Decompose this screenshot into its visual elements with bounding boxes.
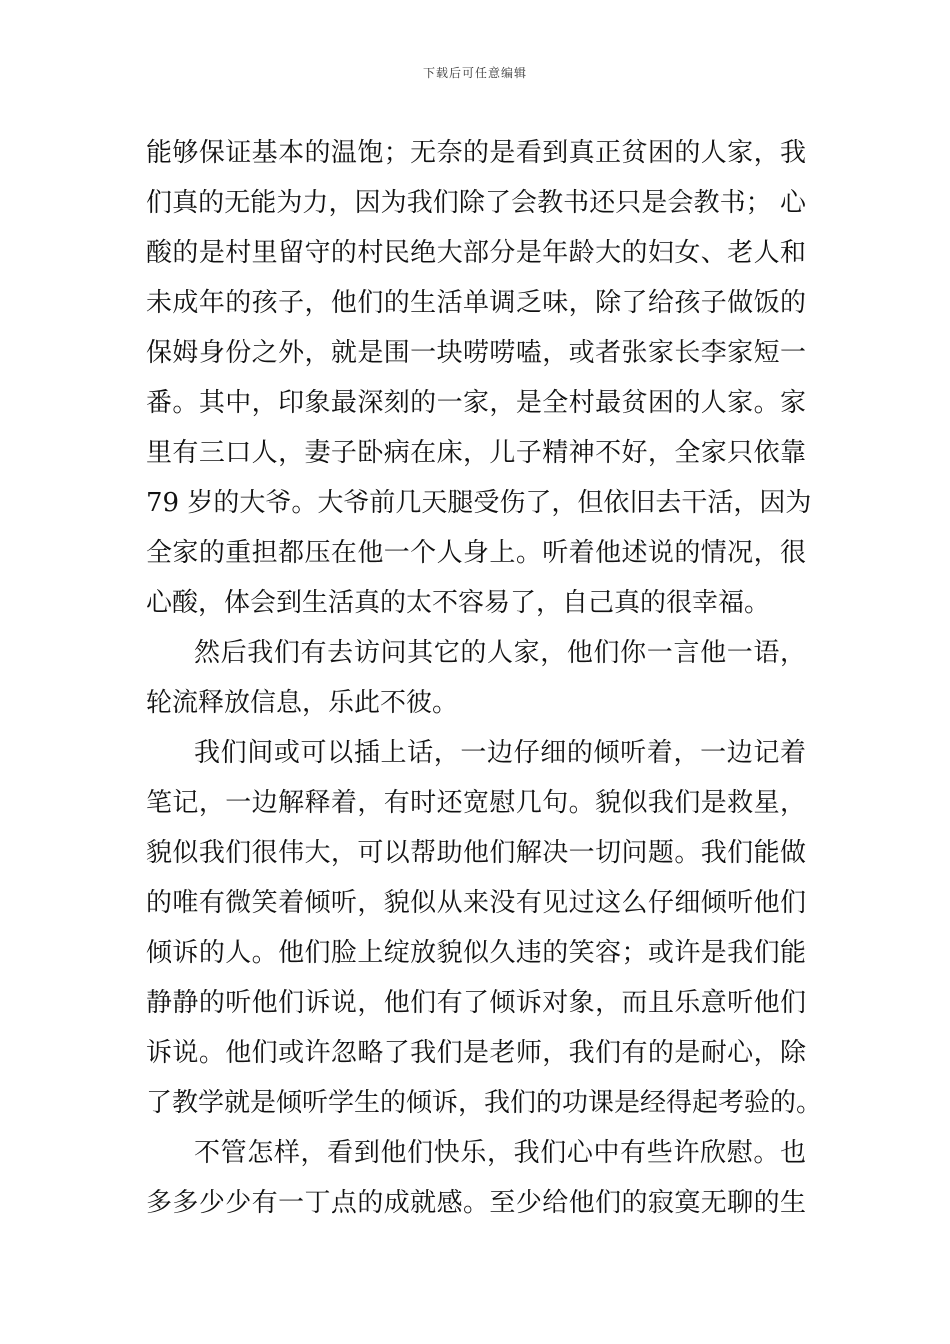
text-line: 们真的无能为力，因为我们除了会教书还只是会教书； 心 (146, 188, 806, 218)
text-line: 多多少少有一丁点的成就感。至少给他们的寂寞无聊的生 (146, 1188, 806, 1218)
text-line: 倾诉的人。他们脸上绽放貌似久违的笑容；或许是我们能 (146, 938, 806, 968)
text-line: 轮流释放信息，乐此不彼。 (146, 688, 459, 718)
text-line: 笔记，一边解释着，有时还宽慰几句。貌似我们是救星， (146, 788, 806, 818)
text-line: 里有三口人，妻子卧病在床，儿子精神不好，全家只依靠 (146, 438, 806, 468)
text-line: 的唯有微笑着倾听，貌似从来没有见过这么仔细倾听他们 (146, 888, 806, 918)
text-line: 番。其中，印象最深刻的一家，是全村最贫困的人家。家 (146, 388, 806, 418)
text-line: 我们间或可以插上话，一边仔细的倾听着，一边记着 (194, 738, 806, 768)
text-line: 诉说。他们或许忽略了我们是老师，我们有的是耐心，除 (146, 1038, 806, 1068)
text-line: 酸的是村里留守的村民绝大部分是年龄大的妇女、老人和 (146, 238, 806, 268)
text-line: 未成年的孩子，他们的生活单调乏味，除了给孩子做饭的 (146, 288, 806, 318)
text-line: 心酸，体会到生活真的太不容易了，自己真的很幸福。 (146, 588, 771, 618)
text-line: 能够保证基本的温饱；无奈的是看到真正贫困的人家，我 (146, 138, 806, 168)
text-line: 全家的重担都压在他一个人身上。听着他述说的情况，很 (146, 538, 806, 568)
text-line: 79 岁的大爷。大爷前几天腿受伤了，但依旧去干活，因为 (146, 488, 812, 518)
text-line: 了教学就是倾听学生的倾诉，我们的功课是经得起考验的。 (146, 1088, 823, 1118)
page-header: 下载后可任意编辑 (422, 66, 527, 80)
text-line: 保姆身份之外，就是围一块唠唠嗑，或者张家长李家短一 (146, 338, 806, 368)
text-line: 貌似我们很伟大，可以帮助他们解决一切问题。我们能做 (146, 838, 806, 868)
text-line: 不管怎样，看到他们快乐，我们心中有些许欣慰。也 (194, 1138, 806, 1168)
document-body (146, 128, 823, 1228)
text-line: 静静的听他们诉说，他们有了倾诉对象，而且乐意听他们 (146, 988, 806, 1018)
text-line: 然后我们有去访问其它的人家，他们你一言他一语， (194, 638, 806, 668)
